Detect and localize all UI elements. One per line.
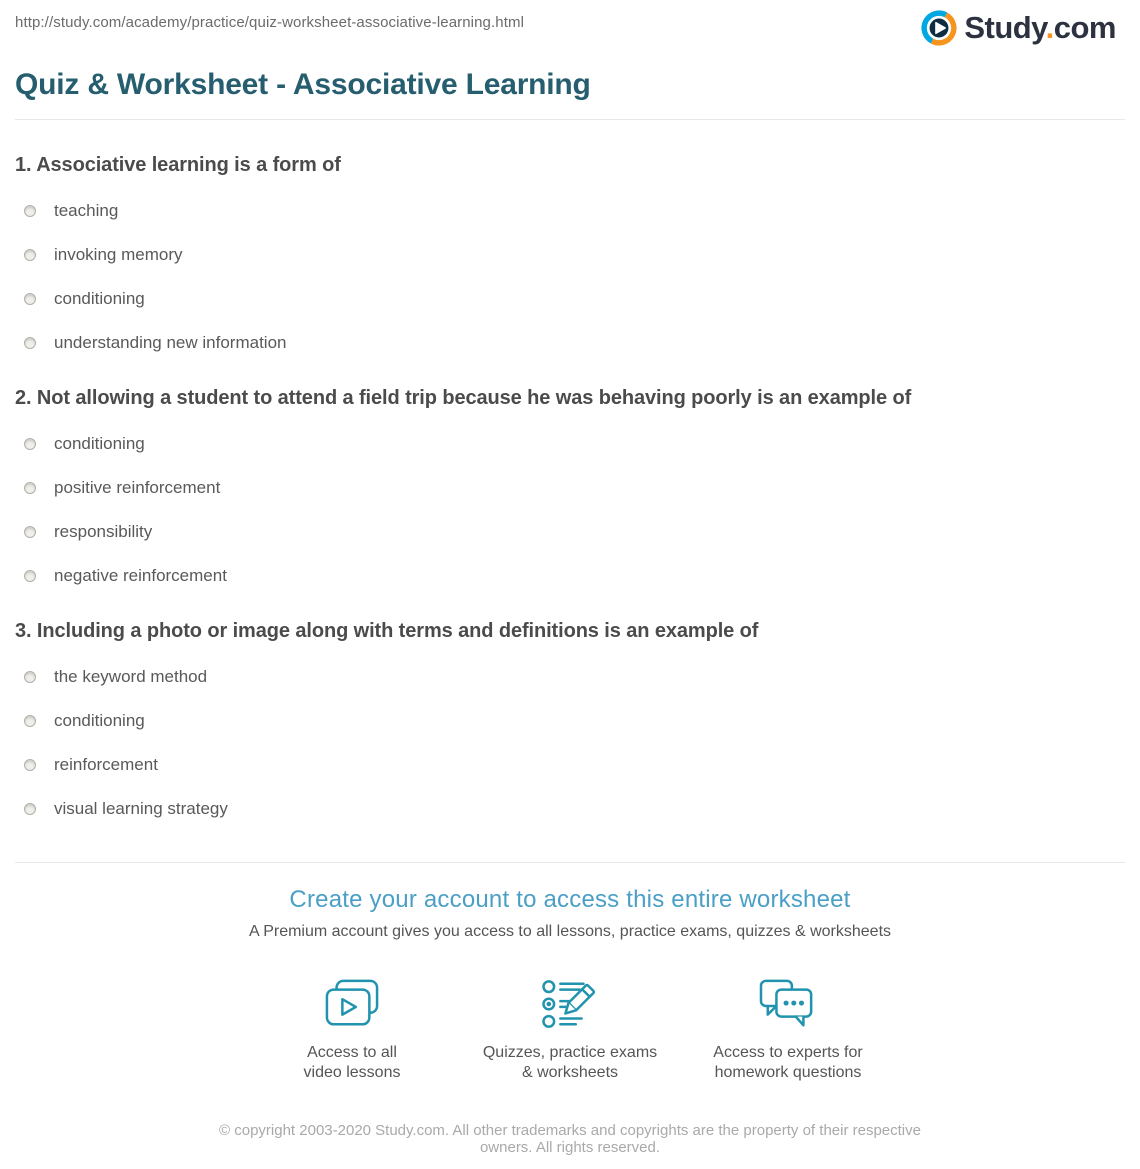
feature-list [15, 978, 1125, 1083]
answer-option[interactable] [15, 478, 1125, 498]
answer-option[interactable] [15, 711, 1125, 731]
option-label: conditioning [54, 711, 145, 730]
page-title: Quiz & Worksheet - Associative Learning [15, 68, 1125, 120]
feature-label: Access to experts for homework questions [713, 1044, 863, 1081]
question-block-1 [15, 154, 1125, 353]
question-3-heading: 3. Including a photo or image along with terms and definitions is an example of [15, 620, 759, 642]
question-block-3 [15, 620, 1125, 819]
question-3-options [15, 667, 1125, 819]
radio-button[interactable] [24, 803, 36, 815]
question-2-options [15, 434, 1125, 586]
signup-promo [15, 862, 1125, 1083]
answer-option[interactable] [15, 201, 1125, 221]
signup-subheading: A Premium account gives you access to all lessons, practice exams, quizzes & worksheets [248, 923, 892, 940]
radio-button[interactable] [24, 482, 36, 494]
answer-option[interactable] [15, 566, 1125, 586]
answer-option[interactable] [15, 333, 1125, 353]
page-footer [0, 1122, 1140, 1156]
option-label: visual learning strategy [54, 799, 228, 818]
option-label: understanding new information [54, 333, 287, 352]
top-bar [0, 0, 1140, 52]
answer-option[interactable] [15, 755, 1125, 775]
signup-heading[interactable]: Create your account to access this entire worksheet [289, 886, 851, 913]
answer-option[interactable] [15, 667, 1125, 687]
page-url: http://study.com/academy/practice/quiz-worksheet-associative-learning.html [15, 14, 524, 31]
video-lessons-icon [243, 978, 461, 1032]
radio-button[interactable] [24, 570, 36, 582]
option-label: reinforcement [54, 755, 158, 774]
option-label: negative reinforcement [54, 566, 227, 585]
studycom-logo-icon [921, 10, 957, 46]
question-block-2 [15, 387, 1125, 586]
answer-option[interactable] [15, 522, 1125, 542]
radio-button[interactable] [24, 671, 36, 683]
answer-option[interactable] [15, 434, 1125, 454]
radio-button[interactable] [24, 526, 36, 538]
radio-button[interactable] [24, 438, 36, 450]
radio-button[interactable] [24, 293, 36, 305]
feature-label: Access to all video lessons [303, 1044, 401, 1081]
radio-button[interactable] [24, 249, 36, 261]
question-2-heading: 2. Not allowing a student to attend a field trip because he was behaving poorly is an example of [15, 387, 912, 409]
question-1-options [15, 201, 1125, 353]
studycom-logo-text: Study.com [964, 10, 1116, 45]
radio-button[interactable] [24, 759, 36, 771]
answer-option[interactable] [15, 289, 1125, 309]
answer-option[interactable] [15, 799, 1125, 819]
option-label: positive reinforcement [54, 478, 221, 497]
feature-homework-experts [679, 978, 897, 1083]
radio-button[interactable] [24, 715, 36, 727]
radio-button[interactable] [24, 205, 36, 217]
answer-option[interactable] [15, 245, 1125, 265]
feature-quizzes-worksheets [461, 978, 679, 1083]
quiz-pencil-icon [461, 978, 679, 1032]
studycom-logo[interactable] [921, 10, 1116, 46]
option-label: conditioning [54, 434, 145, 453]
chat-experts-icon [679, 978, 897, 1032]
radio-button[interactable] [24, 337, 36, 349]
question-1-heading: 1. Associative learning is a form of [15, 154, 341, 176]
option-label: conditioning [54, 289, 145, 308]
feature-label: Quizzes, practice exams & worksheets [482, 1044, 658, 1081]
feature-video-lessons [243, 978, 461, 1083]
quiz-section [0, 154, 1140, 819]
option-label: invoking memory [54, 245, 183, 264]
option-label: teaching [54, 201, 119, 220]
copyright-notice: © copyright 2003-2020 Study.com. All other trademarks and copyrights are the property of their respective owners. All rights reserved. [219, 1122, 921, 1156]
option-label: the keyword method [54, 667, 208, 686]
option-label: responsibility [54, 522, 153, 541]
